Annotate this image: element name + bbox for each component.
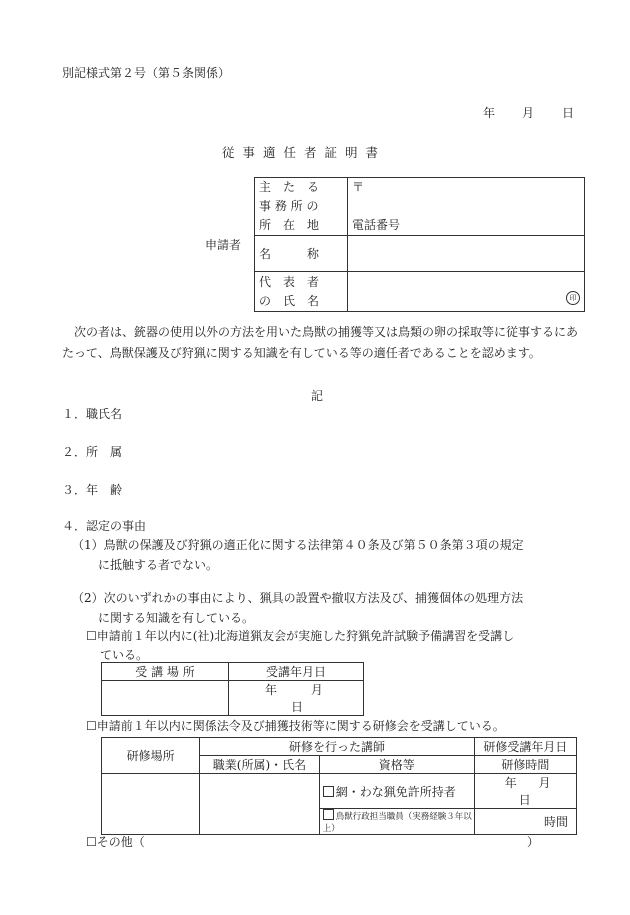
reason-1-lead: （1）鳥獣の保護及び狩猟の適正化に関する法律第４０条及び第５０条第３項の規定 — [72, 538, 524, 552]
date-day-label: 日 — [562, 106, 575, 120]
check-1-cont: ている。 — [100, 648, 149, 662]
item-job-name: １．職氏名 — [62, 407, 123, 421]
name-field[interactable] — [348, 236, 585, 272]
training-hours-unit: 時間 — [543, 815, 568, 829]
form-reference: 別記様式第２号（第５条関係） — [62, 66, 231, 80]
reason-2-cont: に関する知識を有している。 — [98, 611, 255, 625]
check-preliminary-course[interactable] — [86, 627, 586, 665]
document-title: 従事適任者証明書 — [222, 145, 387, 160]
training-place-header: 研修場所 — [102, 738, 200, 774]
applicant-side-label: 申請者 — [205, 238, 242, 252]
item-age: ３．年 齢 — [62, 483, 123, 497]
ki-label: 記 — [311, 389, 324, 403]
check-training-seminar[interactable]: ☐申請前１年以内に関係法令及び捕獲技術等に関する研修会を受講している。 — [86, 719, 505, 733]
training-hours-field[interactable] — [474, 809, 576, 835]
other-close-paren: ） — [527, 835, 540, 849]
course-place-field[interactable] — [102, 681, 229, 716]
reason-1-cont: に抵触する者でない。 — [98, 558, 219, 572]
training-hours-header: 研修時間 — [474, 756, 576, 774]
name-label-cell — [255, 236, 348, 272]
rep-label-line-2: の 氏 名 — [259, 293, 320, 308]
qualification-option-license[interactable] — [319, 774, 474, 809]
course-date-day: 日 — [291, 700, 304, 714]
office-label-line-3: 所 在 地 — [259, 218, 320, 232]
phone-label: 電話番号 — [352, 218, 401, 232]
office-label-line-1: 主 た る — [259, 180, 320, 194]
rep-label-line-1: 代 表 者 — [259, 274, 320, 289]
qualification-header: 資格等 — [319, 756, 474, 774]
name-label: 名 称 — [259, 247, 320, 261]
qualification-officer-label: 鳥獣行政担当職員（実務経験３年以上） — [322, 812, 472, 834]
representative-field[interactable] — [348, 272, 585, 312]
other-reason-field[interactable] — [150, 834, 522, 850]
course-date-field[interactable] — [229, 681, 364, 716]
reason-1 — [72, 535, 572, 575]
reason-2 — [72, 588, 572, 628]
qualification-option-officer[interactable] — [319, 809, 474, 835]
instructor-header: 研修を行った講師 — [200, 738, 474, 756]
item-affiliation: ２．所 属 — [62, 445, 123, 459]
course-date-header: 受講年月日 — [229, 663, 364, 681]
applicant-table — [254, 177, 585, 312]
office-address-field[interactable] — [348, 178, 585, 236]
reason-2-lead: （2）次のいずれかの事由により、猟具の設置や撤収方法及び、捕獲個体の処理方法 — [72, 591, 524, 605]
course-place-header: 受 講 場 所 — [102, 663, 229, 681]
course-date-month: 月 — [310, 683, 323, 697]
office-label-line-2: 事 務 所 の — [259, 199, 319, 213]
representative-label-cell — [255, 272, 348, 312]
item-reason: ４．認定の事由 — [62, 519, 147, 533]
training-date-day: 日 — [518, 793, 531, 807]
training-place-field[interactable] — [102, 774, 200, 835]
date-month-label: 月 — [522, 106, 535, 120]
training-date-month: 月 — [538, 776, 551, 790]
office-address-label-cell — [255, 178, 348, 236]
training-seminar-table — [101, 737, 577, 835]
training-date-header: 研修受講年月日 — [474, 738, 576, 756]
seal-mark: 印 — [566, 291, 580, 305]
qualification-license-label: 網・わな猟免許所持者 — [335, 784, 456, 799]
check-1-lead: ☐申請前１年以内に(社)北海道猟友会が実施した狩猟免許試験予備講習を受講し — [86, 629, 515, 643]
checkbox-icon — [323, 809, 334, 820]
certification-statement: 次の者は、銃器の使用以外の方法を用いた鳥獣の捕獲等又は鳥類の卵の採取等に従事するにあたって、鳥獣保護及び狩猟に関する知識を有している等の適任者であることを認めます。 — [62, 325, 579, 360]
job-name-header: 職業(所属)・氏名 — [200, 756, 320, 774]
date-year-label: 年 — [483, 106, 496, 120]
training-date-year: 年 — [504, 776, 517, 790]
instructor-field[interactable] — [200, 774, 320, 835]
training-date-field[interactable] — [474, 774, 576, 809]
postal-mark: 〒 — [352, 180, 365, 194]
checkbox-icon — [323, 786, 334, 797]
course-date-year: 年 — [265, 683, 278, 697]
check-other[interactable]: ☐その他（ — [86, 835, 145, 849]
preliminary-course-table — [101, 662, 364, 716]
